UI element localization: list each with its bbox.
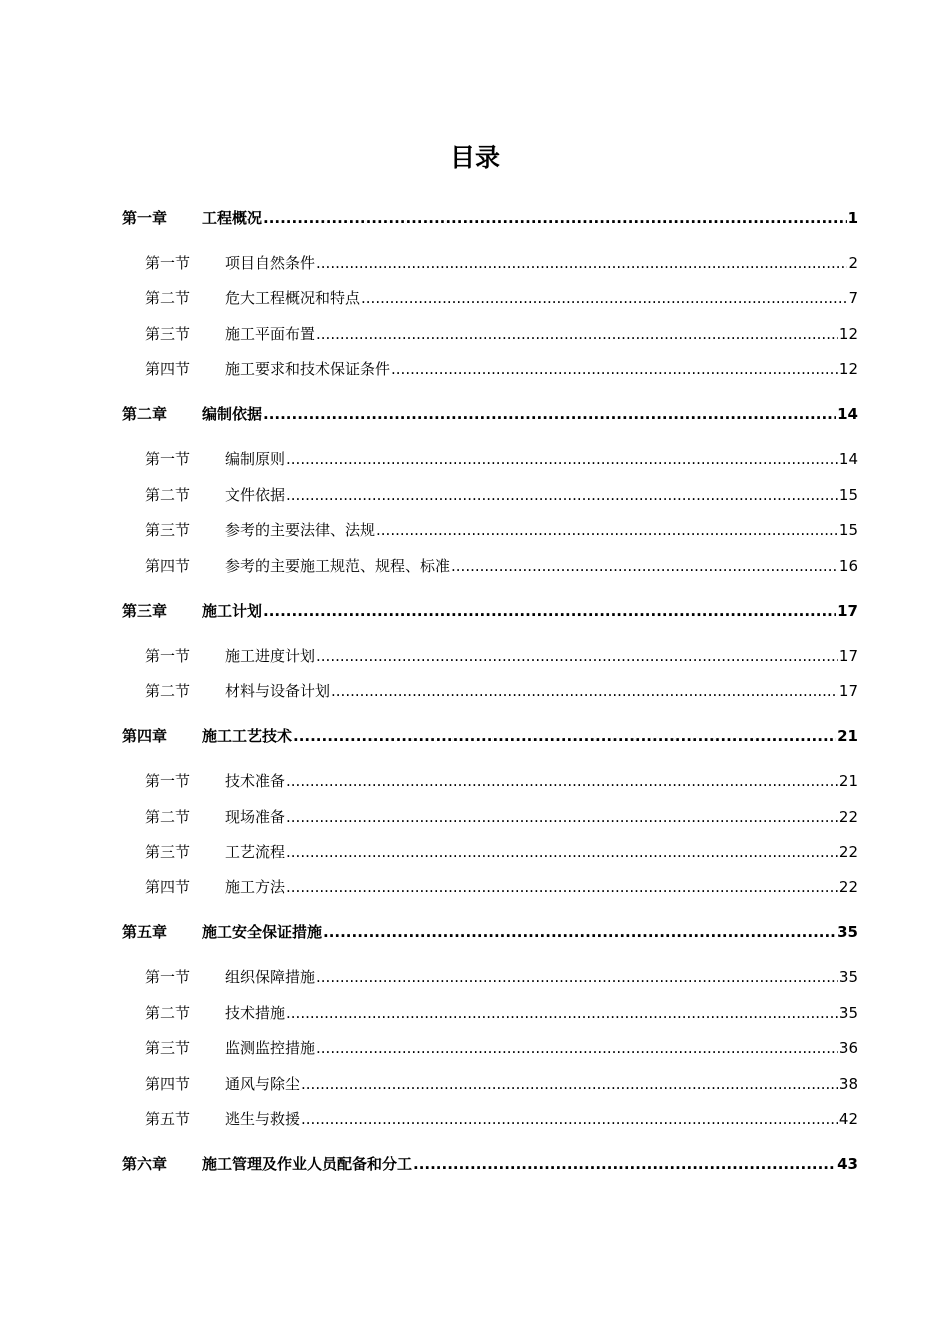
toc-entry-number: 第一节 bbox=[145, 647, 191, 665]
toc-chapter-entry[interactable] bbox=[122, 725, 858, 747]
toc-section-entry[interactable] bbox=[145, 680, 858, 702]
toc-dot-leader bbox=[286, 806, 838, 828]
toc-entry-page-number: 35 bbox=[838, 968, 858, 986]
toc-entry-label: 项目自然条件 bbox=[225, 254, 316, 272]
toc-entry-page-number: 1 bbox=[847, 209, 858, 227]
toc-entry-label: 工程概况 bbox=[202, 209, 263, 227]
toc-section-entry[interactable] bbox=[145, 555, 858, 577]
toc-entry-label: 施工工艺技术 bbox=[202, 727, 293, 745]
toc-section-entry[interactable] bbox=[145, 484, 858, 506]
toc-entry-label: 组织保障措施 bbox=[225, 968, 316, 986]
toc-dot-leader bbox=[316, 1037, 838, 1059]
toc-dot-leader bbox=[451, 555, 838, 577]
toc-dot-leader bbox=[286, 770, 838, 792]
toc-entry-label: 施工方法 bbox=[225, 878, 286, 896]
toc-dot-leader bbox=[316, 645, 838, 667]
toc-dot-leader bbox=[301, 1073, 838, 1095]
toc-entry-number: 第四节 bbox=[145, 1075, 191, 1093]
toc-entry-page-number: 43 bbox=[837, 1155, 858, 1173]
toc-entry-page-number: 35 bbox=[837, 923, 858, 941]
toc-entry-number: 第六章 bbox=[122, 1155, 168, 1173]
toc-entry-label: 施工管理及作业人员配备和分工 bbox=[202, 1155, 413, 1173]
toc-entry-label: 施工进度计划 bbox=[225, 647, 316, 665]
toc-entry-page-number: 35 bbox=[838, 1004, 858, 1022]
toc-entry-number: 第四章 bbox=[122, 727, 168, 745]
toc-entry-page-number: 38 bbox=[838, 1075, 858, 1093]
toc-entry-page-number: 22 bbox=[838, 843, 858, 861]
toc-entry-number: 第四节 bbox=[145, 557, 191, 575]
toc-section-entry[interactable] bbox=[145, 806, 858, 828]
toc-section-entry[interactable] bbox=[145, 841, 858, 863]
toc-entry-label: 文件依据 bbox=[225, 486, 286, 504]
toc-dot-leader bbox=[286, 448, 838, 470]
toc-section-entry[interactable] bbox=[145, 519, 858, 541]
toc-entry-number: 第一节 bbox=[145, 772, 191, 790]
toc-chapter-entry[interactable] bbox=[122, 1153, 858, 1175]
toc-dot-leader bbox=[286, 484, 838, 506]
toc-dot-leader bbox=[331, 680, 838, 702]
toc-dot-leader bbox=[286, 876, 838, 898]
toc-entry-page-number: 22 bbox=[838, 808, 858, 826]
toc-section-entry[interactable] bbox=[145, 645, 858, 667]
toc-section-entry[interactable] bbox=[145, 323, 858, 345]
toc-dot-leader bbox=[263, 207, 847, 229]
toc-entry-label: 材料与设备计划 bbox=[225, 682, 331, 700]
toc-section-entry[interactable] bbox=[145, 287, 858, 309]
toc-dot-leader bbox=[316, 252, 847, 274]
toc-entry-number: 第二章 bbox=[122, 405, 168, 423]
toc-dot-leader bbox=[316, 966, 838, 988]
toc-entry-label: 工艺流程 bbox=[225, 843, 286, 861]
toc-entry-page-number: 15 bbox=[838, 521, 858, 539]
toc-entry-label: 施工要求和技术保证条件 bbox=[225, 360, 391, 378]
toc-section-entry[interactable] bbox=[145, 876, 858, 898]
toc-section-entry[interactable] bbox=[145, 1108, 858, 1130]
toc-entry-label: 监测监控措施 bbox=[225, 1039, 316, 1057]
toc-entry-page-number: 21 bbox=[837, 727, 858, 745]
toc-entry-label: 现场准备 bbox=[225, 808, 286, 826]
toc-entry-label: 技术措施 bbox=[225, 1004, 286, 1022]
toc-entry-number: 第一节 bbox=[145, 968, 191, 986]
toc-entry-number: 第一章 bbox=[122, 209, 168, 227]
toc-entry-label: 参考的主要施工规范、规程、标准 bbox=[225, 557, 451, 575]
toc-entry-page-number: 42 bbox=[838, 1110, 858, 1128]
toc-entry-page-number: 7 bbox=[848, 289, 858, 307]
toc-dot-leader bbox=[376, 519, 838, 541]
toc-entry-page-number: 17 bbox=[838, 682, 858, 700]
toc-entry-page-number: 16 bbox=[838, 557, 858, 575]
toc-entry-page-number: 14 bbox=[838, 450, 858, 468]
toc-entry-label: 技术准备 bbox=[225, 772, 286, 790]
toc-dot-leader bbox=[391, 358, 838, 380]
toc-dot-leader bbox=[263, 403, 836, 425]
toc-entry-number: 第二节 bbox=[145, 1004, 191, 1022]
page-title: 目录 bbox=[449, 143, 500, 172]
toc-section-entry[interactable] bbox=[145, 1073, 858, 1095]
toc-section-entry[interactable] bbox=[145, 448, 858, 470]
toc-entry-page-number: 12 bbox=[838, 325, 858, 343]
toc-dot-leader bbox=[286, 1002, 838, 1024]
toc-chapter-entry[interactable] bbox=[122, 207, 858, 229]
toc-entry-number: 第二节 bbox=[145, 682, 191, 700]
toc-entry-page-number: 21 bbox=[838, 772, 858, 790]
toc-entry-number: 第四节 bbox=[145, 878, 191, 896]
toc-dot-leader bbox=[413, 1153, 836, 1175]
toc-section-entry[interactable] bbox=[145, 966, 858, 988]
toc-entry-number: 第五节 bbox=[145, 1110, 191, 1128]
toc-entry-number: 第三章 bbox=[122, 602, 168, 620]
toc-entry-label: 施工计划 bbox=[202, 602, 263, 620]
toc-dot-leader bbox=[286, 841, 838, 863]
toc-dot-leader bbox=[316, 323, 838, 345]
toc-entry-page-number: 22 bbox=[838, 878, 858, 896]
toc-entry-number: 第五章 bbox=[122, 923, 168, 941]
toc-entry-page-number: 17 bbox=[837, 602, 858, 620]
toc-entry-label: 施工安全保证措施 bbox=[202, 923, 323, 941]
toc-section-entry[interactable] bbox=[145, 1037, 858, 1059]
toc-section-entry[interactable] bbox=[145, 770, 858, 792]
toc-entry-number: 第四节 bbox=[145, 360, 191, 378]
toc-entry-number: 第二节 bbox=[145, 808, 191, 826]
toc-entry-page-number: 36 bbox=[838, 1039, 858, 1057]
toc-dot-leader bbox=[293, 725, 836, 747]
toc-section-entry[interactable] bbox=[145, 358, 858, 380]
toc-entry-label: 编制原则 bbox=[225, 450, 286, 468]
toc-dot-leader bbox=[263, 600, 836, 622]
toc-entry-label: 编制依据 bbox=[202, 405, 263, 423]
toc-entry-page-number: 12 bbox=[838, 360, 858, 378]
toc-dot-leader bbox=[323, 921, 836, 943]
toc-entry-label: 逃生与救援 bbox=[225, 1110, 301, 1128]
toc-entry-label: 危大工程概况和特点 bbox=[225, 289, 361, 307]
toc-entry-label: 施工平面布置 bbox=[225, 325, 316, 343]
toc-dot-leader bbox=[301, 1108, 838, 1130]
toc-section-entry[interactable] bbox=[145, 252, 858, 274]
toc-entry-number: 第二节 bbox=[145, 486, 191, 504]
toc-dot-leader bbox=[361, 287, 847, 309]
toc-chapter-entry[interactable] bbox=[122, 600, 858, 622]
toc-chapter-entry[interactable] bbox=[122, 403, 858, 425]
toc-section-entry[interactable] bbox=[145, 1002, 858, 1024]
toc-entry-number: 第三节 bbox=[145, 325, 191, 343]
toc-entry-page-number: 17 bbox=[838, 647, 858, 665]
toc-entry-number: 第三节 bbox=[145, 521, 191, 539]
toc-entry-page-number: 2 bbox=[848, 254, 858, 272]
toc-entry-number: 第一节 bbox=[145, 254, 191, 272]
toc-entry-number: 第三节 bbox=[145, 843, 191, 861]
toc-chapter-entry[interactable] bbox=[122, 921, 858, 943]
toc-entry-page-number: 14 bbox=[837, 405, 858, 423]
toc-entry-number: 第三节 bbox=[145, 1039, 191, 1057]
toc-entry-label: 参考的主要法律、法规 bbox=[225, 521, 376, 539]
toc-entry-number: 第二节 bbox=[145, 289, 191, 307]
toc-entry-page-number: 15 bbox=[838, 486, 858, 504]
toc-entry-number: 第一节 bbox=[145, 450, 191, 468]
toc-entry-label: 通风与除尘 bbox=[225, 1075, 301, 1093]
